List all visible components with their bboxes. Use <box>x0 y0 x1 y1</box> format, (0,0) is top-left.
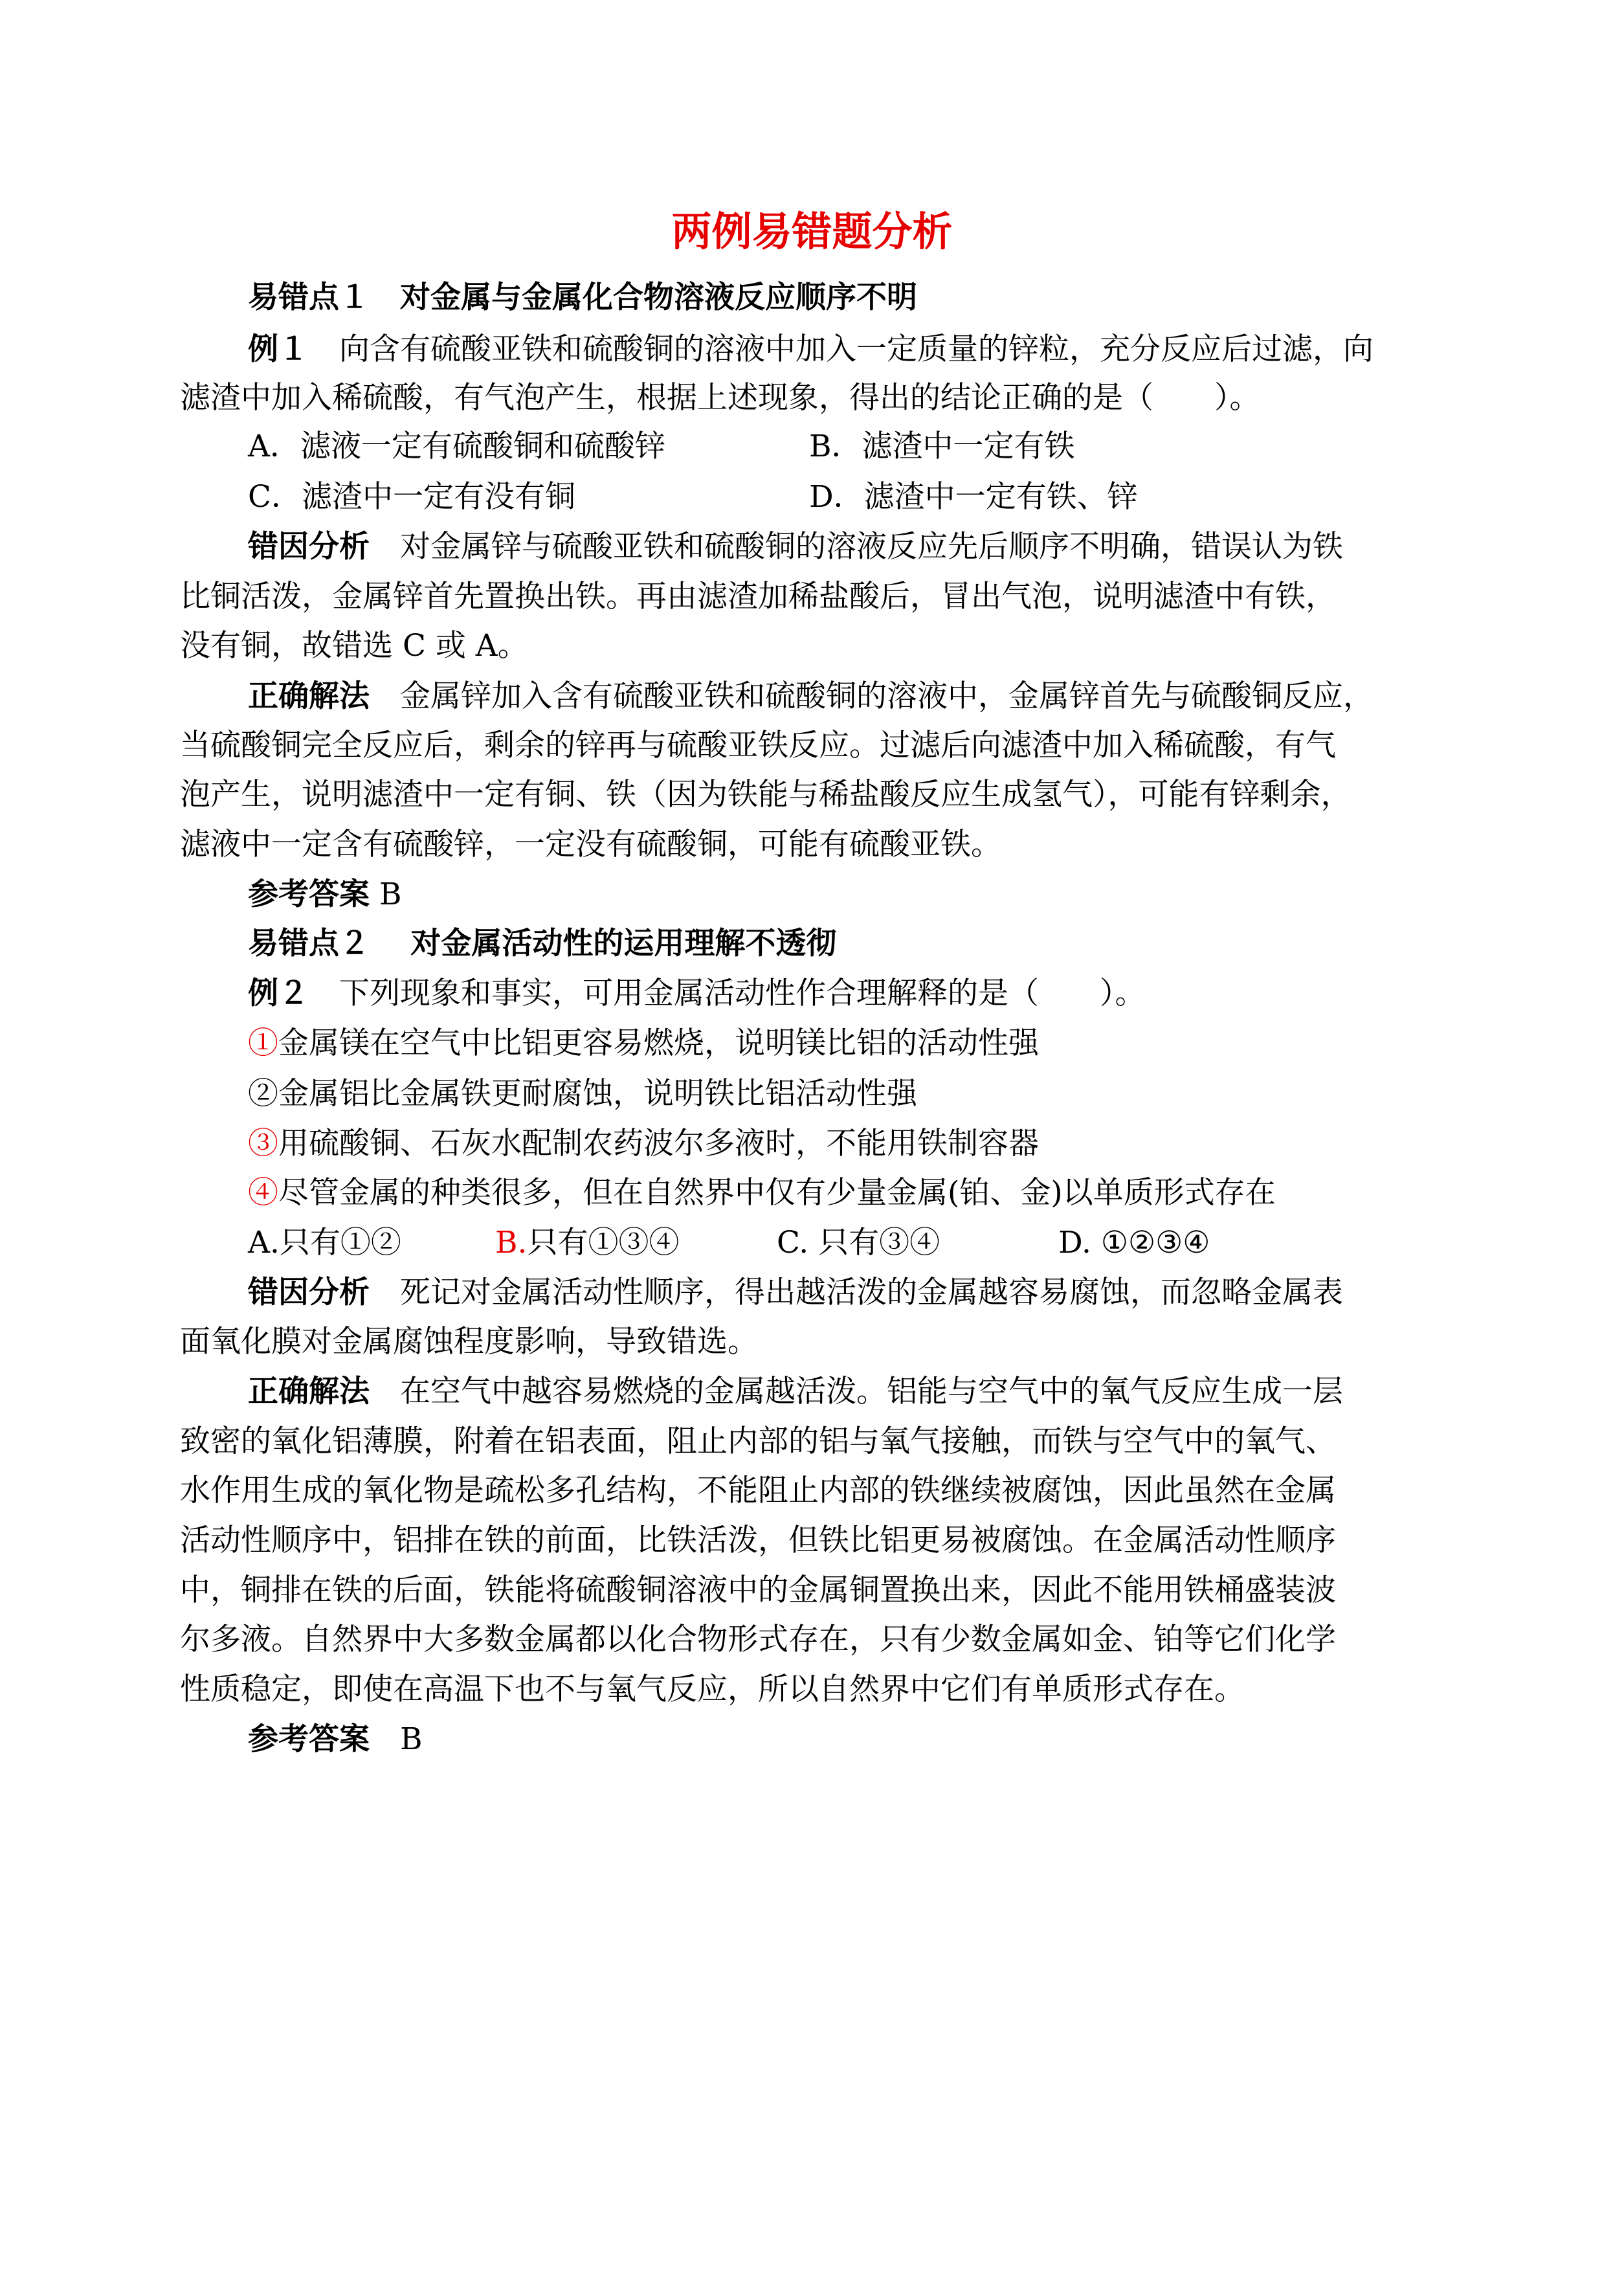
example1-solution-label: 正确解法 <box>248 678 370 714</box>
example2-item1: ①金属镁在空气中比铝更容易燃烧，说明镁比铝的活动性强 <box>248 1025 1039 1061</box>
section1-heading: 易错点１ 对金属与金属化合物溶液反应顺序不明 <box>248 280 917 315</box>
example1-solution-line1: 正确解法 金属锌加入含有硫酸亚铁和硫酸铜的溶液中，金属锌首先与硫酸铜反应， <box>248 678 1374 714</box>
item2-mark: ② <box>248 1076 278 1112</box>
example1-solution-line4: 滤液中一定含有硫酸锌，一定没有硫酸铜，可能有硫酸亚铁。 <box>180 827 1001 862</box>
example1-error-label: 错因分析 <box>248 529 370 565</box>
example2-answer-label: 参考答案 <box>248 1721 370 1757</box>
section2-heading: 易错点２ 对金属活动性的运用理解不透彻 <box>248 926 837 961</box>
example1-error-line2: 比铜活泼，金属锌首先置换出铁。再由滤渣加稀盐酸后，冒出气泡，说明滤渣中有铁， <box>180 579 1336 614</box>
example2-solution-line7: 性质稳定，即使在高温下也不与氧气反应，所以自然界中它们有单质形式存在。 <box>180 1672 1245 1707</box>
example2-solution-line3: 水作用生成的氧化物是疏松多孔结构，不能阻止内部的铁继续被腐蚀，因此虽然在金属 <box>180 1473 1336 1508</box>
example1-solution-line3: 泡产生，说明滤渣中一定有铜、铁（因为铁能与稀盐酸反应生成氢气），可能有锌剩余， <box>180 777 1351 812</box>
document-title: 两例易错题分析 <box>671 208 953 255</box>
example1-option-b: B．滤渣中一定有铁 <box>809 429 1075 464</box>
example1-question-line1: 例１ 向含有硫酸亚铁和硫酸铜的溶液中加入一定质量的锌粒，充分反应后过滤，向 <box>248 331 1374 367</box>
example2-error-line2: 面氧化膜对金属腐蚀程度影响，导致错选。 <box>180 1324 758 1359</box>
example1-option-c: C．滤渣中一定有没有铜 <box>248 479 575 515</box>
example1-answer-value: B <box>370 877 402 912</box>
example2-solution-line6: 尔多液。自然界中大多数金属都以化合物形式存在，只有少数金属如金、铂等它们化学 <box>180 1622 1336 1657</box>
example2-item3: ③用硫酸铜、石灰水配制农药波尔多液时，不能用铁制容器 <box>248 1126 1039 1161</box>
item3-mark: ③ <box>248 1126 278 1161</box>
example2-label: 例２ <box>248 976 309 1011</box>
example1-option-d: D．滤渣中一定有铁、锌 <box>809 479 1138 515</box>
example1-solution-line2: 当硫酸铜完全反应后，剩余的锌再与硫酸亚铁反应。过滤后向滤渣中加入稀硫酸，有气 <box>180 728 1336 763</box>
example2-item4: ④尽管金属的种类很多，但在自然界中仅有少量金属(铂、金)以单质形式存在 <box>248 1175 1276 1211</box>
example1-error-line1: 错因分析 对金属锌与硫酸亚铁和硫酸铜的溶液反应先后顺序不明确，错误认为铁 <box>248 529 1343 565</box>
example1-answer-label: 参考答案 <box>248 877 370 912</box>
example2-solution-line1: 正确解法 在空气中越容易燃烧的金属越活泼。铝能与空气中的氧气反应生成一层 <box>248 1374 1343 1409</box>
example2-error-label: 错因分析 <box>248 1275 370 1310</box>
example2-item2: ②金属铝比金属铁更耐腐蚀，说明铁比铝活动性强 <box>248 1076 917 1112</box>
example2-solution-label: 正确解法 <box>248 1374 370 1409</box>
example2-question: 例２ 下列现象和事实，可用金属活动性作合理解释的是（ ）。 <box>248 976 1146 1011</box>
item1-mark: ① <box>248 1025 278 1061</box>
example2-solution-line5: 中，铜排在铁的后面，铁能将硫酸铜溶液中的金属铜置换出来，因此不能用铁桶盛装波 <box>180 1572 1336 1608</box>
example1-label: 例１ <box>248 331 309 367</box>
example2-answer-value: B <box>370 1721 423 1757</box>
example1-answer <box>248 875 401 914</box>
example1-error-line3: 没有铜，故错选 C 或 A。 <box>180 628 528 664</box>
item4-mark: ④ <box>248 1175 278 1211</box>
example2-option-c: C. 只有③④ <box>777 1225 940 1260</box>
example2-error-line1: 错因分析 死记对金属活动性顺序，得出越活泼的金属越容易腐蚀，而忽略金属表 <box>248 1275 1343 1310</box>
example1-question-line2: 滤渣中加入稀硫酸，有气泡产生，根据上述现象，得出的结论正确的是（ ）。 <box>180 380 1260 416</box>
example2-option-a: A.只有①② <box>248 1225 401 1260</box>
example2-solution-line4: 活动性顺序中，铝排在铁的前面，比铁活泼，但铁比铝更易被腐蚀。在金属活动性顺序 <box>180 1523 1336 1558</box>
example2-option-b: B.只有①③④ <box>495 1225 680 1260</box>
option-b-letter: B. <box>495 1225 528 1260</box>
example2-option-d: D. ①②③④ <box>1058 1225 1210 1260</box>
example2-solution-line2: 致密的氧化铝薄膜，附着在铝表面，阻止内部的铝与氧气接触，而铁与空气中的氧气、 <box>180 1424 1336 1459</box>
example2-answer <box>248 1720 423 1759</box>
example1-option-a: A．滤液一定有硫酸铜和硫酸锌 <box>248 429 665 464</box>
